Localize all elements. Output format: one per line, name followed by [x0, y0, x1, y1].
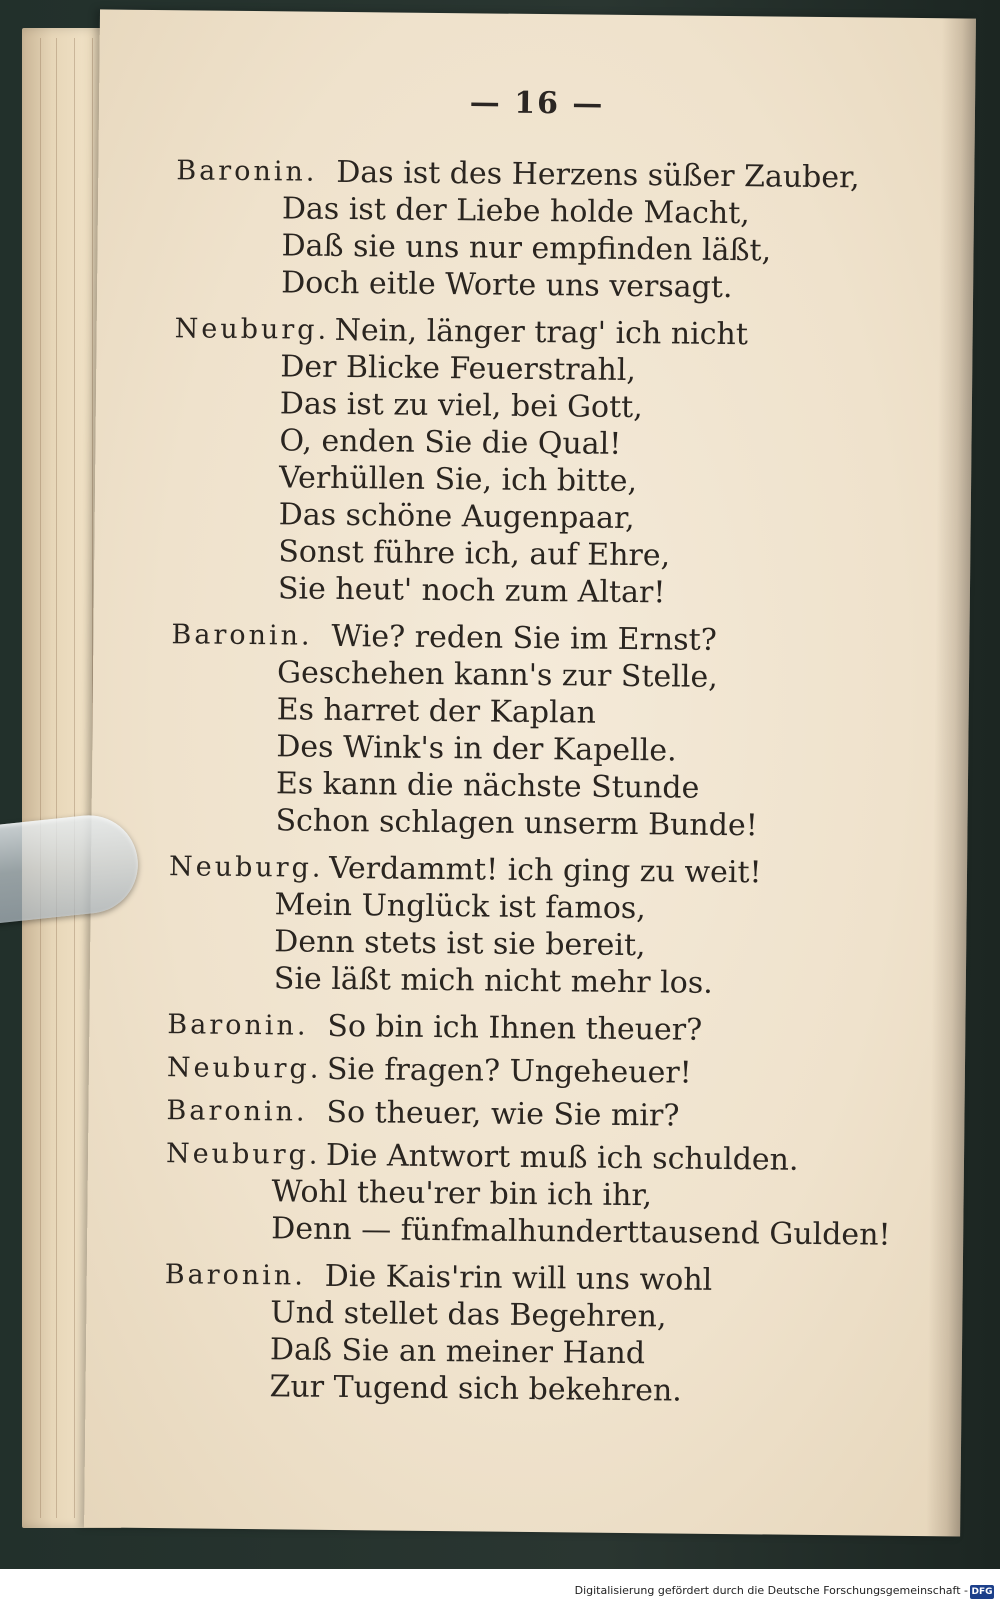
verse-text: Verdammt! ich ging zu weit! — [328, 850, 762, 891]
verse-text: So theuer, wie Sie mir? — [326, 1094, 680, 1134]
verse-text: Wohl theu'rer bin ich ihr, — [271, 1174, 653, 1214]
speech-block — [169, 616, 931, 846]
speech-block — [168, 848, 930, 1004]
speech-block — [167, 1049, 927, 1094]
verse-line — [175, 263, 935, 308]
verse-text: Es kann die nächste Stunde — [275, 766, 700, 806]
verse-text: Sie läßt mich nicht mehr los. — [273, 961, 713, 1001]
verse-text: Sie fragen? Ungeheuer! — [326, 1051, 692, 1091]
footer-bar — [0, 1569, 1000, 1605]
speech-block — [163, 1256, 925, 1412]
speech-block — [167, 1006, 927, 1051]
speaker-name: Baronin. — [164, 1259, 307, 1292]
verse-text: Und stellet das Begehren, — [270, 1295, 667, 1335]
verse-text: Schon schlagen unserm Bunde! — [275, 803, 758, 844]
verse-line — [166, 1092, 926, 1137]
verse-text: Geschehen kann's zur Stelle, — [276, 655, 718, 695]
verse-text: Nein, länger trag' ich nicht — [334, 312, 749, 353]
verse-line — [163, 1367, 923, 1412]
verse-line — [165, 1209, 925, 1254]
verse-text: Denn — fünfmalhunderttausend Gulden! — [271, 1211, 891, 1253]
speaker-name: Neuburg. — [165, 1138, 321, 1171]
speaker-name: Baronin. — [176, 155, 318, 188]
verse-text: O, enden Sie die Qual! — [279, 423, 622, 462]
speech-block — [175, 152, 937, 308]
speech-block — [166, 1092, 926, 1137]
verse-text: Das ist des Herzens süßer Zauber, — [336, 154, 860, 196]
verse-text: Wie? reden Sie im Ernst? — [331, 618, 717, 658]
verse-line — [172, 569, 932, 614]
verse-line — [167, 1049, 927, 1094]
speaker-name: Neuburg. — [168, 851, 324, 884]
dfg-logo-icon: DFG — [971, 1587, 993, 1597]
verse-line — [168, 959, 928, 1004]
verse-text: Verhüllen Sie, ich bitte, — [278, 460, 638, 500]
dialogue-text — [163, 152, 936, 1422]
verse-text: Doch eitle Worte uns versagt. — [280, 265, 733, 306]
verse-text: Sonst führe ich, auf Ehre, — [278, 534, 671, 574]
verse-line — [169, 801, 929, 846]
speaker-name: Baronin. — [166, 1095, 308, 1128]
book-page — [84, 9, 976, 1536]
footer-credit: Digitalisierung gefördert durch die Deutsche Forschungsgemeinschaft - — [574, 1584, 968, 1597]
speech-block — [172, 310, 935, 614]
verse-text: Denn stets ist sie bereit, — [274, 924, 646, 964]
verse-text: So bin ich Ihnen theuer? — [327, 1008, 703, 1048]
verse-text: Daß sie uns nur empfinden läßt, — [281, 228, 772, 269]
speech-block — [165, 1135, 926, 1254]
page-number: — 16 — — [469, 85, 605, 122]
verse-text: Sie heut' noch zum Altar! — [277, 571, 666, 611]
verse-text: Die Antwort muß ich schulden. — [325, 1137, 799, 1178]
speaker-name: Neuburg. — [166, 1052, 322, 1085]
speaker-name: Baronin. — [167, 1009, 309, 1042]
verse-text: Das ist der Liebe holde Macht, — [281, 191, 750, 232]
verse-text: Daß Sie an meiner Hand — [269, 1332, 646, 1372]
verse-text: Die Kais'rin will uns wohl — [324, 1258, 713, 1298]
verse-text: Des Wink's in der Kapelle. — [276, 729, 677, 769]
verse-text: Das schöne Augenpaar, — [278, 497, 635, 537]
speaker-name: Baronin. — [171, 619, 313, 652]
verse-text: Das ist zu viel, bei Gott, — [279, 386, 643, 426]
verse-text: Der Blicke Feuerstrahl, — [280, 349, 637, 389]
verse-text: Mein Unglück ist famos, — [274, 887, 647, 927]
speaker-name: Neuburg. — [174, 313, 330, 346]
verse-text: Zur Tugend sich bekehren. — [269, 1369, 682, 1409]
verse-line — [167, 1006, 927, 1051]
verse-text: Es harret der Kaplan — [276, 692, 597, 731]
